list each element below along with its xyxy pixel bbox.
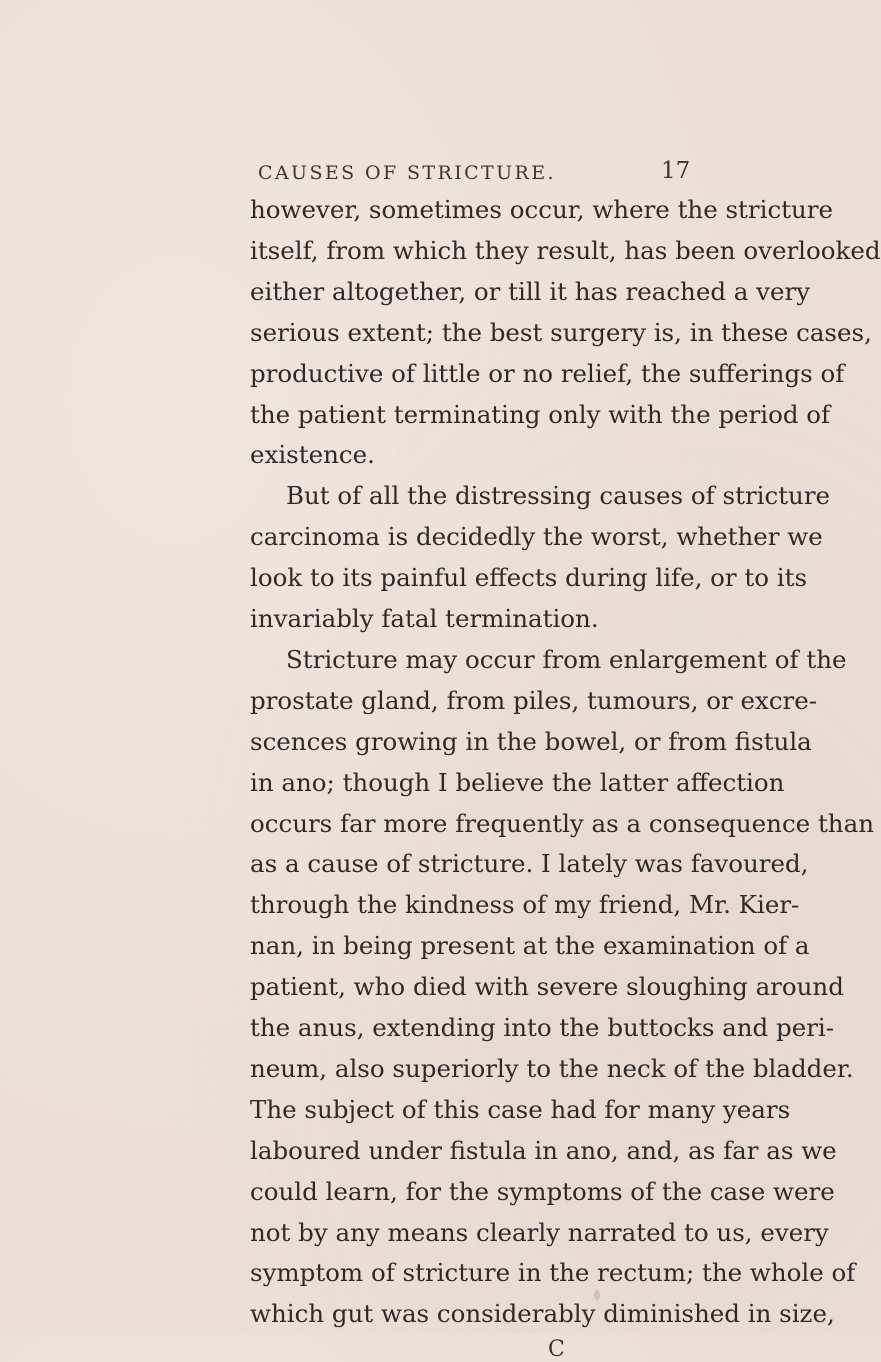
text-line: patient, who died with severe sloughing around [250,972,844,1002]
text-line: laboured under fistula in ano, and, as far as we [250,1135,837,1165]
text-line: prostate gland, from piles, tumours, or excre- [250,685,818,715]
text-line: productive of little or no relief, the sufferings of [250,358,845,388]
text-line: symptom of stricture in the rectum; the whole of [250,1258,856,1288]
text-line: occurs far more frequently as a consequence than [250,808,874,838]
text-line: neum, also superiorly to the neck of the bladder. [250,1053,854,1083]
text-line: serious extent; the best surgery is, in these cases, [250,317,872,347]
running-title: CAUSES OF STRICTURE. [258,162,556,184]
text-line: invariably fatal termination. [250,604,599,633]
page-header [258,158,698,192]
text-line: could learn, for the symptoms of the case were [250,1176,835,1206]
text-line: which gut was considerably diminished in size, [250,1299,835,1329]
text-line: carcinoma is decidedly the worst, whether we [250,522,823,552]
text-line: not by any means clearly narrated to us, every [250,1217,829,1247]
text-line: existence. [250,440,375,470]
text-line: itself, from which they result, has been overlooked [250,235,881,265]
text-line: Stricture may occur from enlargement of the [286,644,847,674]
text-line: the anus, extending into the buttocks and peri- [250,1013,835,1042]
text-line: in ano; though I believe the latter affection [250,767,785,797]
text-line: through the kindness of my friend, Mr. Kier- [250,890,800,920]
page-number: 17 [661,158,691,184]
text-line: either altogether, or till it has reached a very [250,276,811,306]
text-line: however, sometimes occur, where the stricture [250,195,834,224]
text-line: the patient terminating only with the period of [250,399,831,429]
text-line: But of all the distressing causes of stricture [286,481,831,511]
text-line: as a cause of stricture. I lately was favoured, [250,849,809,879]
text-line: look to its painful effects during life, or to its [250,563,808,593]
text-line: The subject of this case had for many years [250,1094,791,1124]
paper-smudge [594,1290,600,1300]
text-line: nan, in being present at the examination of a [250,931,810,961]
text-line: scences growing in the bowel, or from fistula [250,726,812,756]
signature-mark: C [548,1337,565,1362]
